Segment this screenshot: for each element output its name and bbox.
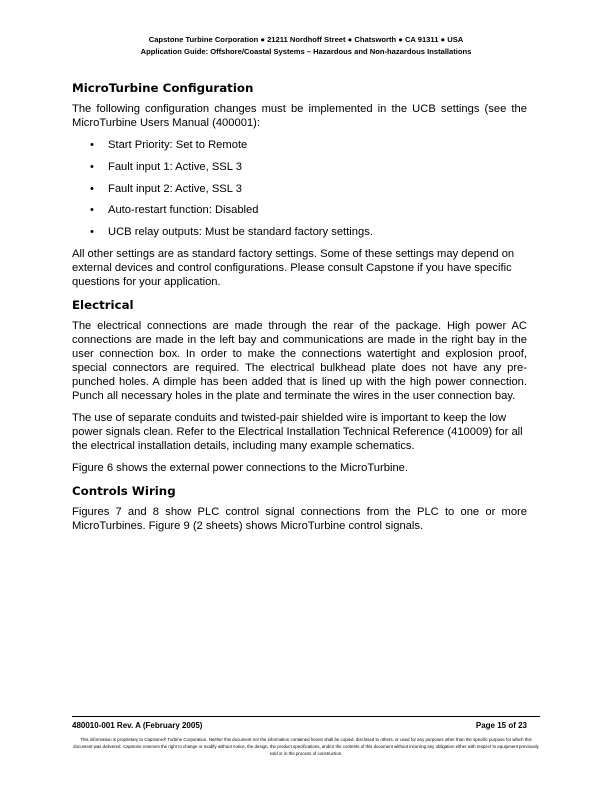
heading-microturbine-configuration: MicroTurbine Configuration [72, 81, 254, 95]
page-header [0, 34, 612, 58]
list-item: • Fault input 1: Active, SSL 3 [90, 160, 242, 173]
bullet-icon: • [90, 226, 94, 239]
config-closing-paragraph: All other settings are as standard factory settings. Some of these settings may depend on external devices and control configurations. Please consult Capstone if you have specific questions for your application. [72, 247, 515, 288]
list-item: • Start Priority: Set to Remote [90, 139, 248, 151]
header-address: Capstone Turbine Corporation ● 21211 Nordhoff Street ● Chatsworth ● CA 91311 ● USA [148, 35, 464, 44]
footer-doc-id: 480010-001 Rev. A (February 2005) [72, 721, 203, 730]
controls-paragraph-1: Figures 7 and 8 show PLC control signal connections from the PLC to one or more MicroTurbines. Figure 9 (2 sheets) shows MicroTurbine control signals. [72, 505, 527, 532]
footer-proprietary-note: This information is proprietary to Capstone® Turbine Corporation. Neither this document nor the information contained herein shall be copied, disclosed to others, or used for any purposes other than the specific purpose for which this document was delivered. Capstone reserves the right to change or modify without notice, the design, the product specifications, and/or the contents of this document without incurring any obligation either with respect to equipment previously sold or in the process of construction. [73, 737, 539, 756]
page-content [72, 80, 527, 541]
footer [72, 721, 527, 731]
bullet-icon: • [90, 139, 94, 151]
config-intro: The following configuration changes must be implemented in the UCB settings (see the MicroTurbine Users Manual (400001): [72, 103, 527, 129]
header-guide-title: Application Guide: Offshore/Coastal Systems – Hazardous and Non-hazardous Installations [140, 47, 472, 56]
heading-controls-wiring: Controls Wiring [72, 483, 176, 498]
bullet-icon: • [90, 160, 94, 173]
electrical-paragraph-1: The electrical connections are made through the rear of the package. High power AC connections are made in the left bay and communications are made in the right bay in the user connection box. In order to make the connections watertight and explosion proof, special connectors are required. The electrical bulkhead plate does not have any pre-punched holes. A dimple has been added that is lined up with the high power connection. Punch all necessary holes in the plate and terminate the wires in the user connection bay. [72, 319, 527, 402]
footer-page-number: Page 15 of 23 [475, 721, 527, 730]
config-bullet-list [72, 138, 527, 239]
bullet-icon: • [90, 182, 94, 195]
electrical-paragraph-2: The use of separate conduits and twisted-pair shielded wire is important to keep the low power signals clean. Refer to the Electrical Installation Technical Reference (410009) for all the electrical installation details, including many example schematics. [72, 411, 523, 452]
heading-electrical: Electrical [72, 297, 134, 312]
bullet-icon: • [90, 204, 94, 217]
footer-divider [72, 716, 540, 717]
list-item: • Auto-restart function: Disabled [90, 204, 259, 217]
list-item: • UCB relay outputs: Must be standard factory settings. [90, 226, 373, 239]
list-item: • Fault input 2: Active, SSL 3 [90, 182, 242, 195]
electrical-paragraph-3: Figure 6 shows the external power connections to the MicroTurbine. [72, 461, 409, 474]
